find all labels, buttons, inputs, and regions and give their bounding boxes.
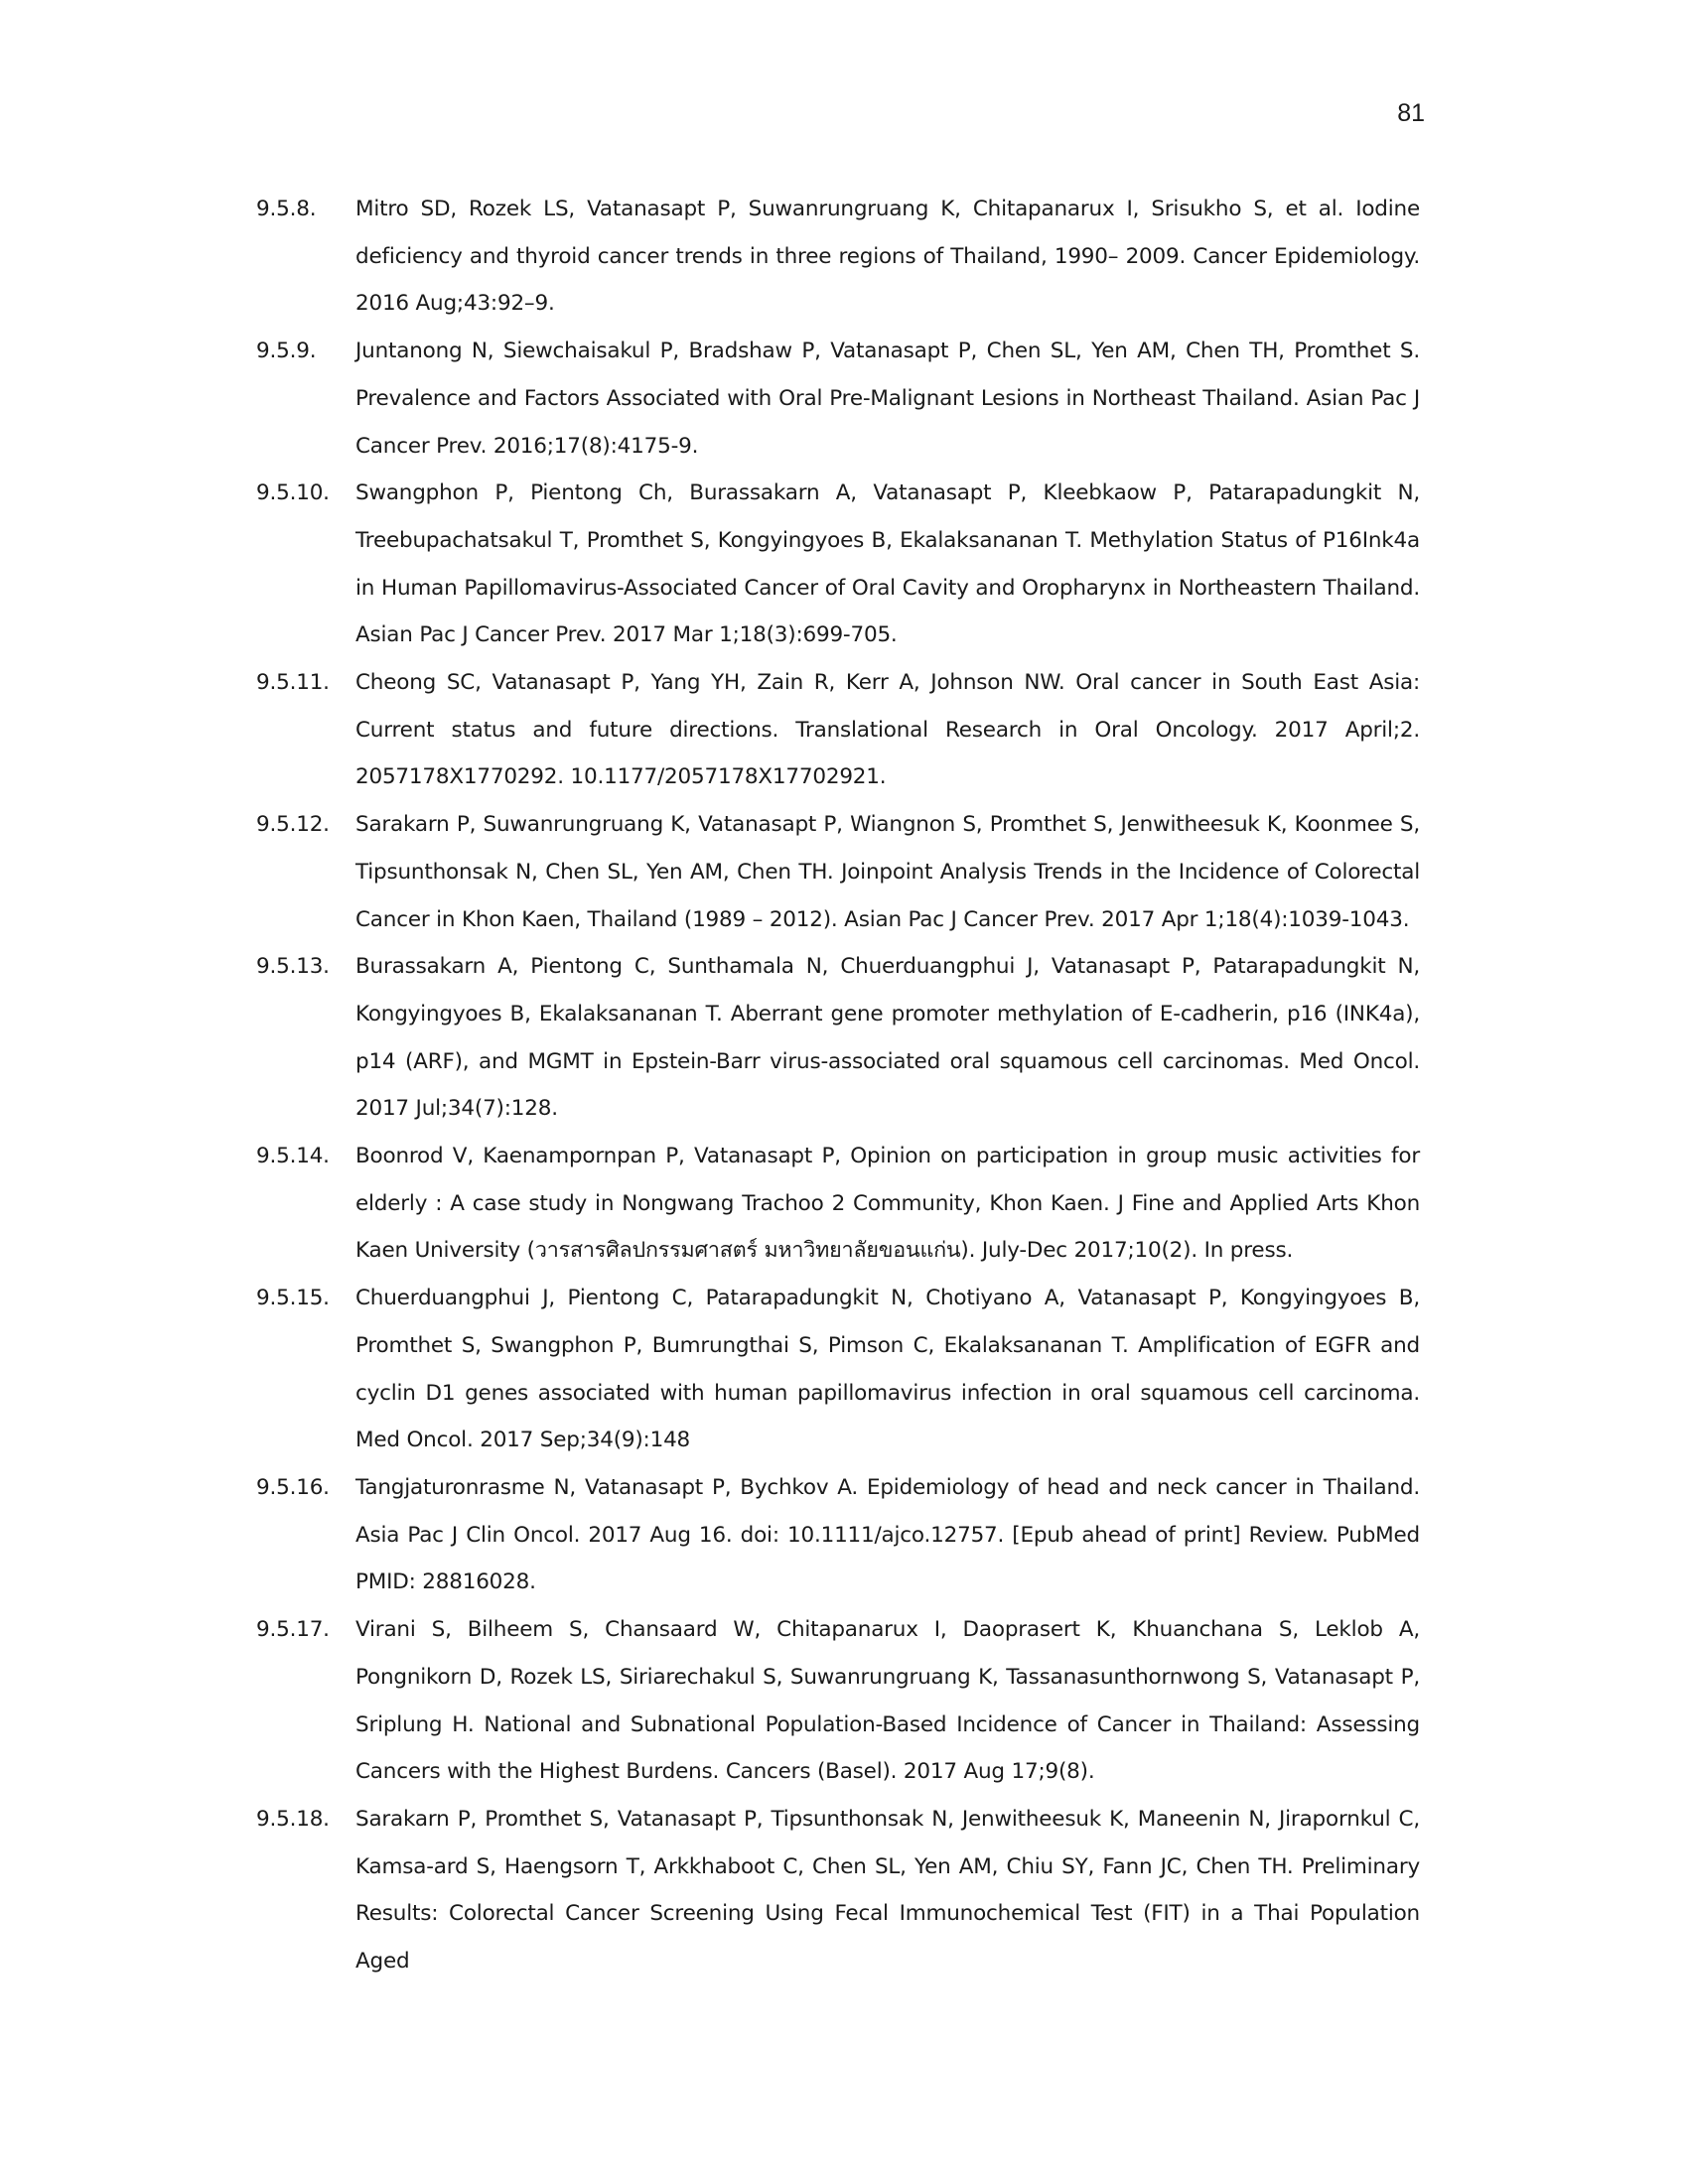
reference-number: 9.5.18. — [256, 1806, 330, 1832]
reference-number: 9.5.14. — [256, 1144, 330, 1169]
reference-text: Sarakarn P, Promthet S, Vatanasapt P, Tipsunthonsak N, Jenwitheesuk K, Maneenin N, Jirapornkul C, Kamsa-ard S, Haengsorn T, Arkkhaboot C, Chen SL, Yen AM, Chiu SY, Fann JC, Chen TH. Preliminary Results: Colorectal Cancer Screening Using Fecal Immunochemical Test (FIT) in a Thai Population Aged — [355, 1806, 1420, 1975]
reference-text: Burassakarn A, Pientong C, Sunthamala N, Chuerduangphui J, Vatanasapt P, Patarapadungkit N, Kongyingyoes B, Ekalaksananan T. Aberrant gene promoter methylation of E-cadherin, p16 (INK4a), p14 (ARF), and MGMT in Epstein-Barr virus-associated oral squamous cell carcinomas. Med Oncol. 2017 Jul;34(7):128. — [355, 954, 1420, 1122]
reference-number: 9.5.13. — [256, 954, 330, 980]
reference-item — [256, 186, 1420, 328]
reference-number: 9.5.9. — [256, 339, 317, 364]
reference-number: 9.5.12. — [256, 812, 330, 838]
reference-number: 9.5.17. — [256, 1617, 330, 1643]
reference-item — [256, 659, 1420, 801]
reference-number: 9.5.8. — [256, 197, 317, 221]
reference-number: 9.5.15. — [256, 1286, 330, 1311]
reference-item — [256, 1606, 1420, 1796]
page-number: 81 — [1397, 99, 1425, 127]
reference-text: Virani S, Bilheem S, Chansaard W, Chitapanarux I, Daoprasert K, Khuanchana S, Leklob A, Pongnikorn D, Rozek LS, Siriarechakul S, Suwanrungruang K, Tassanasunthornwong S, Vatanasapt P, Sriplung H. National and Subnational Population-Based Incidence of Cancer in Thailand: Assessing Cancers with the Highest Burdens. Cancers (Basel). 2017 Aug 17;9(8). — [355, 1617, 1420, 1785]
reference-item — [256, 1275, 1420, 1464]
reference-text: Boonrod V, Kaenampornpan P, Vatanasapt P, Opinion on participation in group music activities for elderly : A case study in Nongwang Trachoo 2 Community, Khon Kaen. J Fine and Applied Arts Khon Kaen University (วารสารศิลปกรรมศาสตร์ มหาวิทยาลัยขอนแก่น). July-Dec 2017;10(2). In press. — [355, 1144, 1420, 1264]
reference-item — [256, 943, 1420, 1133]
reference-text: Mitro SD, Rozek LS, Vatanasapt P, Suwanrungruang K, Chitapanarux I, Srisukho S, et al. Iodine deficiency and thyroid cancer trends in three regions of Thailand, 1990– 2009. Cancer Epidemiology. 2016 Aug;43:92–9. — [355, 197, 1420, 317]
reference-item — [256, 1133, 1420, 1275]
reference-item — [256, 801, 1420, 943]
reference-text: Chuerduangphui J, Pientong C, Patarapadungkit N, Chotiyano A, Vatanasapt P, Kongyingyoes B, Promthet S, Swangphon P, Bumrungthai S, Pimson C, Ekalaksananan T. Amplification of EGFR and cyclin D1 genes associated with human papillomavirus infection in oral squamous cell carcinoma. Med Oncol. 2017 Sep;34(9):148 — [355, 1286, 1420, 1453]
reference-text: Juntanong N, Siewchaisakul P, Bradshaw P, Vatanasapt P, Chen SL, Yen AM, Chen TH, Promthet S. Prevalence and Factors Associated with Oral Pre-Malignant Lesions in Northeast Thailand. Asian Pac J Cancer Prev. 2016;17(8):4175-9. — [355, 339, 1420, 459]
reference-item — [256, 328, 1420, 470]
reference-item — [256, 1796, 1420, 1985]
reference-text: Swangphon P, Pientong Ch, Burassakarn A, Vatanasapt P, Kleebkaow P, Patarapadungkit N, Treebupachatsakul T, Promthet S, Kongyingyoes B, Ekalaksananan T. Methylation Status of P16Ink4a in Human Papillomavirus-Associated Cancer of Oral Cavity and Oropharynx in Northeastern Thailand. Asian Pac J Cancer Prev. 2017 Mar 1;18(3):699-705. — [355, 480, 1420, 648]
reference-number: 9.5.16. — [256, 1474, 330, 1500]
reference-text: Sarakarn P, Suwanrungruang K, Vatanasapt P, Wiangnon S, Promthet S, Jenwitheesuk K, Koonmee S, Tipsunthonsak N, Chen SL, Yen AM, Chen TH. Joinpoint Analysis Trends in the Incidence of Colorectal Cancer in Khon Kaen, Thailand (1989 – 2012). Asian Pac J Cancer Prev. 2017 Apr 1;18(4):1039-1043. — [355, 812, 1420, 932]
reference-text: Tangjaturonrasme N, Vatanasapt P, Bychkov A. Epidemiology of head and neck cancer in Thailand. Asia Pac J Clin Oncol. 2017 Aug 16. doi: 10.1111/ajco.12757. [Epub ahead of print] Review. PubMed PMID: 28816028. — [355, 1474, 1420, 1595]
reference-text: Cheong SC, Vatanasapt P, Yang YH, Zain R, Kerr A, Johnson NW. Oral cancer in South East Asia: Current status and future directions. Translational Research in Oral Oncology. 2017 April;2. 2057178X1770292. 10.1177/2057178X17702921. — [355, 670, 1420, 790]
reference-list — [256, 186, 1420, 1985]
reference-number: 9.5.10. — [256, 480, 330, 506]
reference-item — [256, 470, 1420, 659]
reference-number: 9.5.11. — [256, 670, 330, 696]
reference-item — [256, 1464, 1420, 1606]
